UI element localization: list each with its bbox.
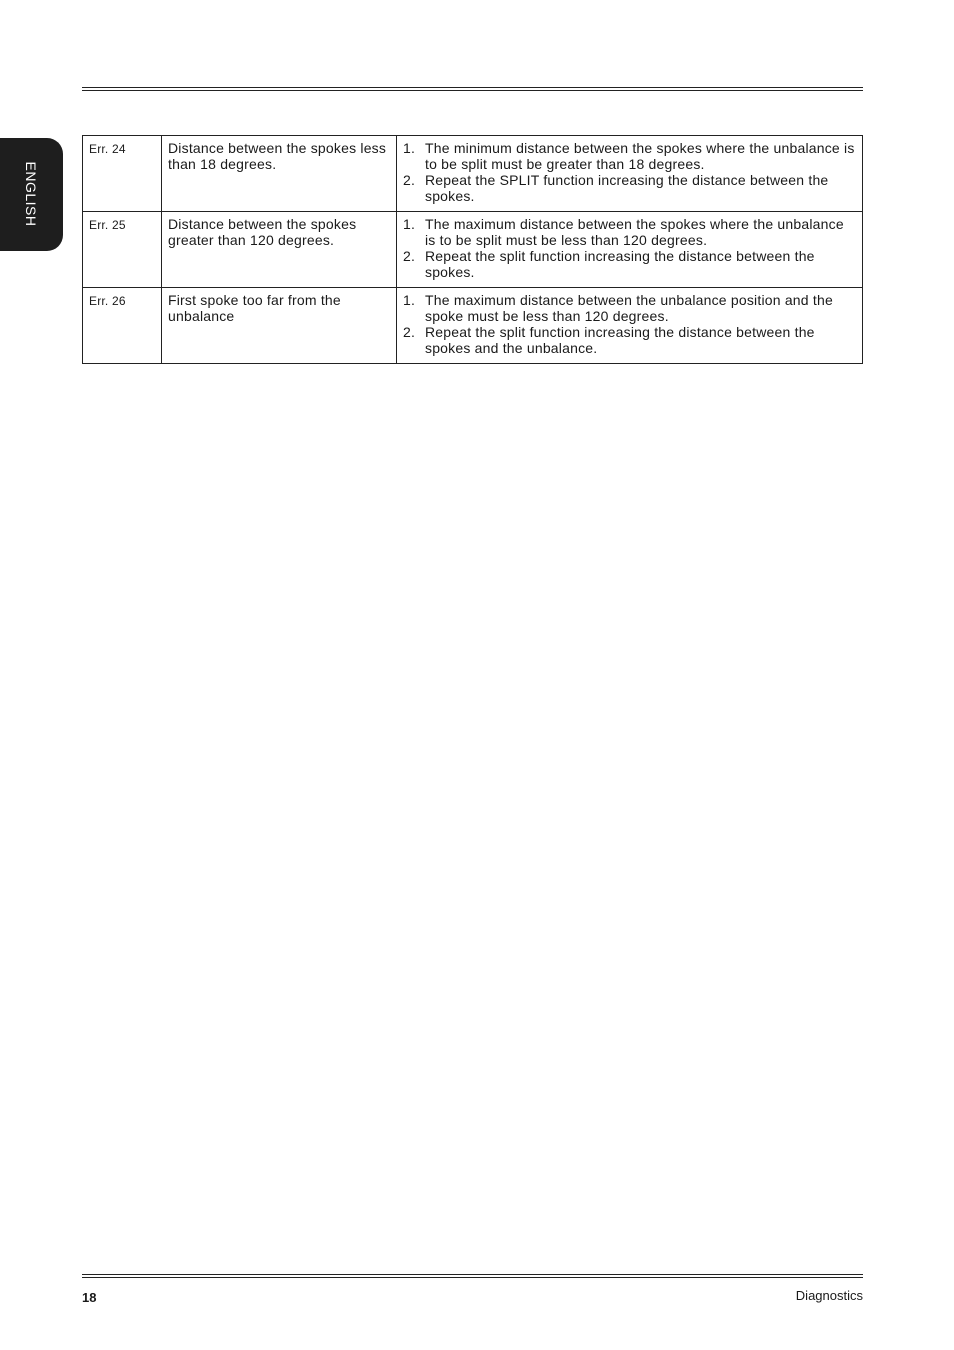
remedy-number: 2. [403,172,416,188]
error-remedy [397,212,863,288]
remedy-number: 1. [403,216,416,232]
remedy-list [403,292,856,356]
remedy-text: The maximum distance between the spokes where the unbalance is to be split must be less than 120 degrees. [425,216,844,248]
error-remedy [397,288,863,364]
remedy-number: 1. [403,140,416,156]
remedy-list [403,140,856,204]
section-name: Diagnostics [795,1288,863,1303]
list-item [403,248,856,280]
list-item [403,140,856,172]
remedy-text: Repeat the split function increasing the distance between the spokes. [425,248,815,280]
page-number: 18 [82,1290,97,1305]
table-row [83,136,863,212]
error-description: Distance between the spokes greater than 120 degrees. [162,212,397,288]
list-item [403,216,856,248]
error-remedy [397,136,863,212]
error-description: First spoke too far from the unbalance [162,288,397,364]
header-rule [82,87,863,91]
table-row [83,288,863,364]
error-code: Err. 24 [83,136,162,212]
list-item [403,172,856,204]
remedy-number: 2. [403,248,416,264]
error-code: Err. 26 [83,288,162,364]
error-description: Distance between the spokes less than 18 degrees. [162,136,397,212]
error-table [82,135,863,364]
footer-rule [82,1274,863,1278]
remedy-number: 2. [403,324,416,340]
list-item [403,324,856,356]
remedy-text: The maximum distance between the unbalance position and the spoke must be less than 120 degrees. [425,292,833,324]
remedy-text: Repeat the split function increasing the distance between the spokes and the unbalance. [425,324,815,356]
language-tab [0,138,63,251]
list-item [403,292,856,324]
table-row [83,212,863,288]
language-label: ENGLISH [23,161,39,227]
remedy-list [403,216,856,280]
remedy-number: 1. [403,292,416,308]
error-code: Err. 25 [83,212,162,288]
remedy-text: Repeat the SPLIT function increasing the distance between the spokes. [425,172,829,204]
remedy-text: The minimum distance between the spokes where the unbalance is to be split must be greater than 18 degrees. [425,140,855,172]
